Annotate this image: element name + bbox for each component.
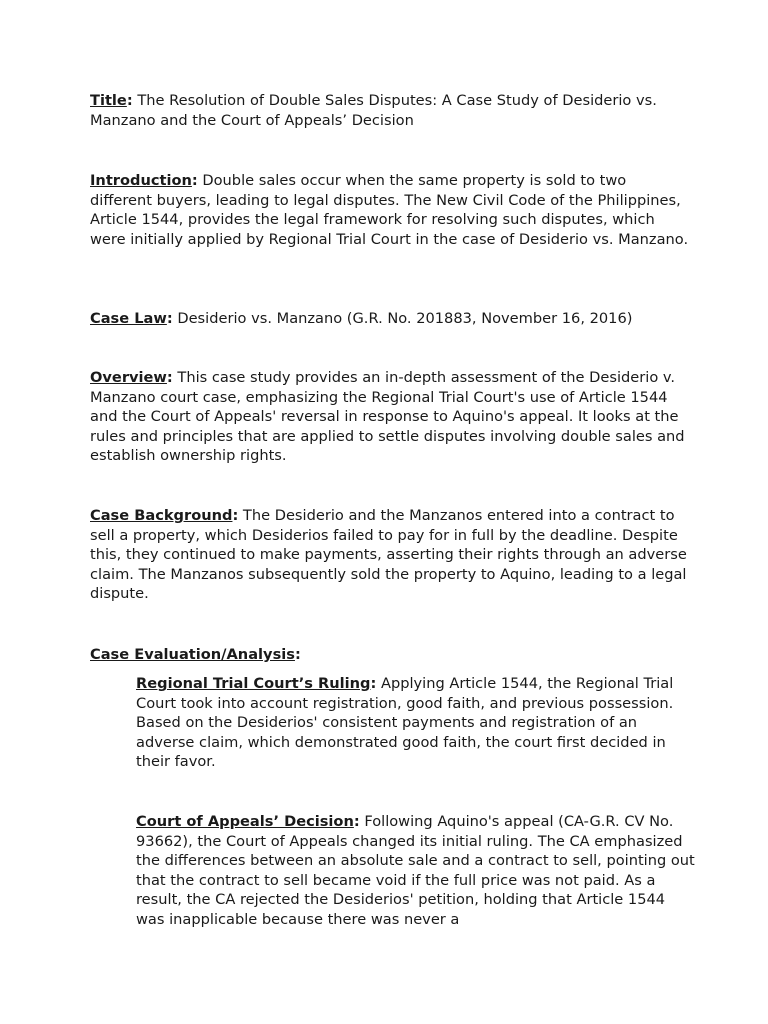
overview-text: This case study provides an in-depth assessment of the Desiderio v. Manzano court case, emphasizing the Regional Trial Court's use of Article 1544 and the Court of Appeals' reversal in response to Aquino's appeal. It looks at the rules and principles that are applied to settle disputes involving double sales and establish ownership rights. <box>90 369 685 465</box>
rtc-ruling-label: Regional Trial Court’s Ruling: <box>136 675 377 692</box>
title-text: The Resolution of Double Sales Disputes: A Case Study of Desiderio vs. Manzano and the Court of Appeals’ Decision <box>90 92 657 129</box>
introduction-label: Introduction: <box>90 172 198 189</box>
rtc-ruling-text: Applying Article 1544, the Regional Trial Court took into account registration, good faith, and previous possession. Based on the Desiderios' consistent payments and registration of an adverse claim, which demonstrated good faith, the court first decided in their favor. <box>136 675 674 771</box>
ca-decision-paragraph <box>136 812 696 930</box>
case-law-label: Case Law: <box>90 310 173 327</box>
introduction-text: Double sales occur when the same property is sold to two different buyers, leading to legal disputes. The New Civil Code of the Philippines, Article 1544, provides the legal framework for resolving such disputes, which were initially applied by Regional Trial Court in the case of Desiderio vs. Manzano. <box>90 172 689 248</box>
case-evaluation-label: Case Evaluation/Analysis: <box>90 646 301 663</box>
title-paragraph <box>90 91 690 130</box>
case-background-label: Case Background: <box>90 507 239 524</box>
rtc-ruling-paragraph <box>136 674 696 772</box>
case-evaluation-heading <box>90 645 690 665</box>
ca-decision-text: Following Aquino's appeal (CA-G.R. CV No. 93662), the Court of Appeals changed its initial ruling. The CA emphasized the differences between an absolute sale and a contract to sell, pointing out that the contract to sell became void if the full price was not paid. As a result, the CA rejected the Desiderios' petition, holding that Article 1544 was inapplicable because there was never a <box>136 813 695 928</box>
case-law-paragraph <box>90 309 690 329</box>
case-background-text: The Desiderio and the Manzanos entered into a contract to sell a property, which Desiderios failed to pay for in full by the deadline. Despite this, they continued to make payments, asserting their rights through an adverse claim. The Manzanos subsequently sold the property to Aquino, leading to a legal dispute. <box>90 507 687 603</box>
case-law-text: Desiderio vs. Manzano (G.R. No. 201883, November 16, 2016) <box>172 310 633 327</box>
overview-paragraph <box>90 368 690 466</box>
introduction-paragraph <box>90 171 690 249</box>
overview-label: Overview: <box>90 369 173 386</box>
ca-decision-label: Court of Appeals’ Decision: <box>136 813 360 830</box>
case-background-paragraph <box>90 506 690 604</box>
title-label: Title: <box>90 92 133 109</box>
